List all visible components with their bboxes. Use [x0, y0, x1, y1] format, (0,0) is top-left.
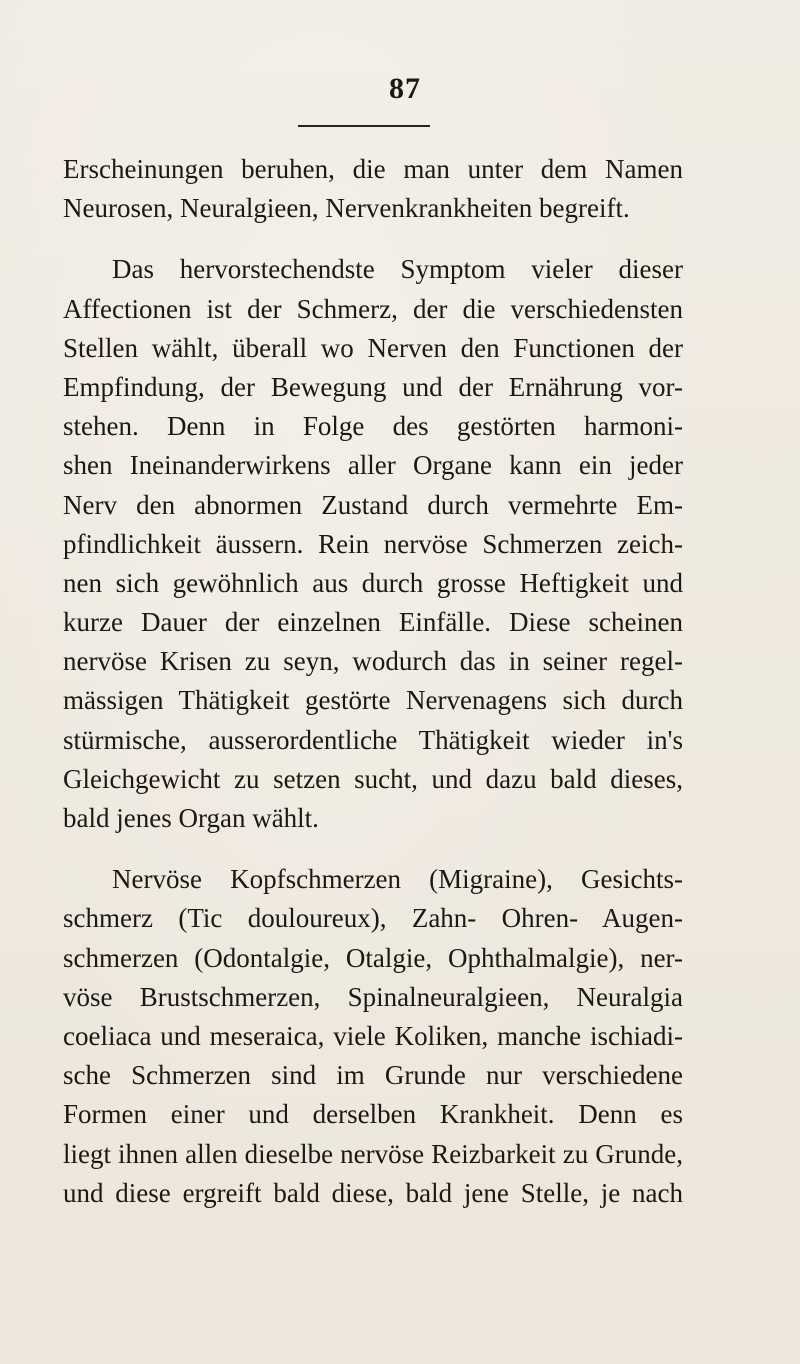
body-text: [63, 150, 683, 1213]
text-line: Formen einer und derselben Krankheit. Denn es: [63, 1099, 683, 1130]
text-line: coeliaca und meseraica, viele Koliken, manche ischiadi-: [63, 1020, 683, 1051]
text-line: Neurosen, Neuralgieen, Nervenkrankheiten begreift.: [63, 193, 630, 224]
text-line: shen Ineinanderwirkens aller Organe kann ein jeder: [63, 450, 683, 481]
text-line: nervöse Krisen zu seyn, wodurch das in seiner regel-: [63, 646, 683, 677]
text-line: kurze Dauer der einzelnen Einfälle. Diese scheinen: [63, 607, 683, 638]
text-line: liegt ihnen allen dieselbe nervöse Reizbarkeit zu Grunde,: [63, 1138, 683, 1169]
text-line: Das hervorstechendste Symptom vieler dieser: [112, 254, 683, 285]
text-line: schmerzen (Odontalgie, Otalgie, Ophthalmalgie), ner-: [63, 942, 683, 973]
text-line: Stellen wählt, überall wo Nerven den Functionen der: [63, 332, 683, 363]
header-rule: [298, 125, 430, 127]
text-line: pfindlichkeit äussern. Rein nervöse Schmerzen zeich-: [63, 528, 683, 559]
paragraph-gap: [63, 838, 683, 860]
text-line: und diese ergreift bald diese, bald jene Stelle, je nach: [63, 1177, 683, 1208]
text-line: Affectionen ist der Schmerz, der die verschiedensten: [63, 293, 683, 324]
text-line: Empfindung, der Bewegung und der Ernährung vor-: [63, 371, 683, 402]
text-line: Nerv den abnormen Zustand durch vermehrte Em-: [63, 489, 683, 520]
text-line: nen sich gewöhnlich aus durch grosse Heftigkeit und: [63, 567, 683, 598]
text-line: sche Schmerzen sind im Grunde nur verschiedene: [63, 1060, 683, 1091]
text-line: bald jenes Organ wählt.: [63, 803, 319, 833]
text-line: schmerz (Tic douloureux), Zahn- Ohren- Augen-: [63, 903, 683, 934]
text-line: stehen. Denn in Folge des gestörten harmoni-: [63, 411, 683, 442]
text-line: Nervöse Kopfschmerzen (Migraine), Gesichts-: [112, 864, 683, 895]
text-line: mässigen Thätigkeit gestörte Nervenagens sich durch: [63, 685, 683, 716]
text-line: Erscheinungen beruhen, die man unter dem Namen: [63, 154, 683, 184]
text-line: vöse Brustschmerzen, Spinalneuralgieen, Neuralgia: [63, 981, 683, 1012]
page-number: 87: [389, 72, 421, 105]
text-line: stürmische, ausserordentliche Thätigkeit wieder in's: [63, 724, 683, 755]
text-line: Gleichgewicht zu setzen sucht, und dazu bald dieses,: [63, 763, 683, 794]
paragraph-gap: [63, 228, 683, 250]
